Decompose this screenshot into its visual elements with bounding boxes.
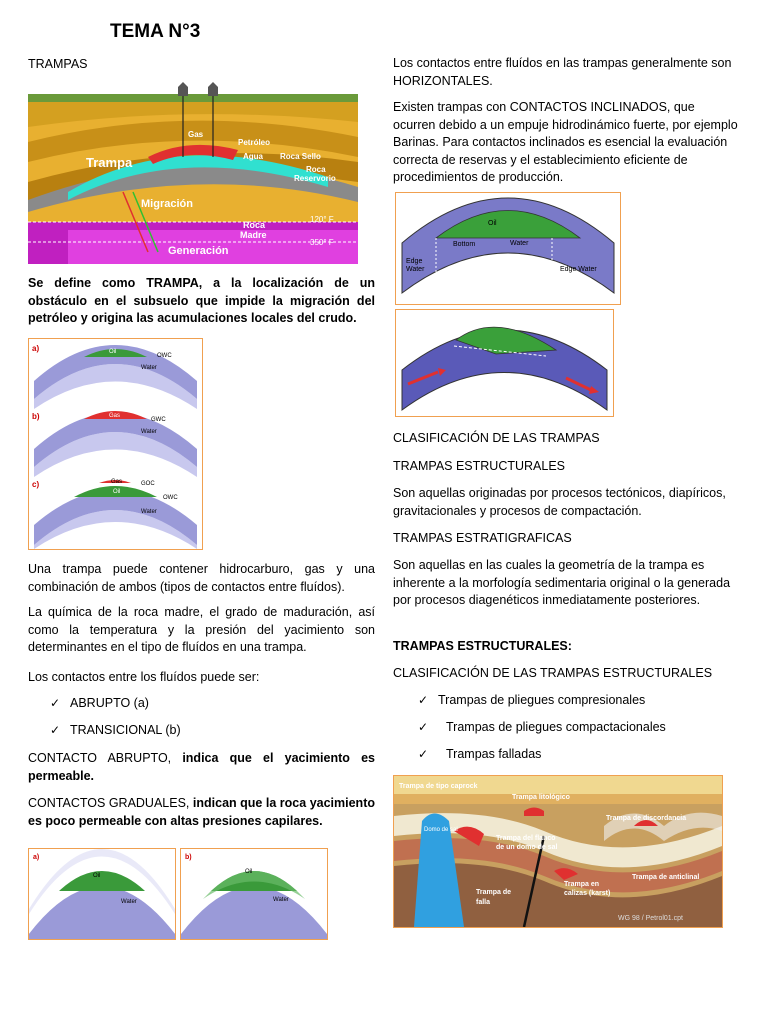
structural-traps-figure <box>393 775 723 928</box>
page-title: TEMA N°3 <box>110 21 201 42</box>
label-calizas-1: Trampa en <box>564 881 600 888</box>
fig4-label-bottom: Bottom <box>453 241 476 248</box>
term-contacto-abrupto: CONTACTO ABRUPTO, <box>28 751 172 765</box>
label-trampa: Trampa <box>86 155 133 170</box>
checkmark-icon: ✓ <box>50 696 61 710</box>
paragraph-estratigraficas: Son aquellas en las cuales la geometría de la trampa es inherente a la morfología sedimentaria original o la generada por procesos diagenéticos inmediatamente posteriores. <box>393 558 731 607</box>
fig4-label-edge-water: Water <box>406 266 425 273</box>
checklist-label: Trampas de pliegues compactacionales <box>446 720 666 734</box>
fig2-label-gas-b: Gas <box>109 413 121 419</box>
label-anticlinal: Trampa de anticlinal <box>632 874 700 881</box>
definition-contactos-graduales: indican que la roca yacimiento es poco permeable con altas presiones capilares. <box>28 796 375 828</box>
paragraph-contactos-graduales <box>28 795 375 830</box>
fig4-label-oil: Oil <box>488 220 497 227</box>
checklist-label: Trampas de pliegues compresionales <box>438 693 646 707</box>
checkmark-icon: ✓ <box>418 720 429 734</box>
horizontal-contact-figure <box>395 192 621 305</box>
fig2-label-oil-c: Oil <box>113 489 121 495</box>
paragraph-contacto-abrupto <box>28 750 375 785</box>
label-discordancia: Trampa de discordancia <box>606 815 687 822</box>
label-litologico: Trampa litológico <box>512 794 570 801</box>
fig2-label-gas-c: Gas <box>111 479 123 485</box>
label-temp-120: 120° F <box>310 215 334 224</box>
fig2-label-c: c) <box>32 480 40 489</box>
fig2-label-owc: OWC <box>157 353 172 359</box>
checklist-item-abrupto <box>50 695 149 713</box>
section-heading-trampas: TRAMPAS <box>28 57 88 71</box>
label-flanco-1: Trampa del flanco <box>496 835 556 842</box>
paragraph-source-rock: La química de la roca madre, el grado de maduración, así como la temperatura y la presión del yacimiento son determinantes en el tipo de fluídos en una trampa. <box>28 605 375 654</box>
fluid-contacts-figure <box>28 338 203 550</box>
fig2-label-goc: GOC <box>141 481 155 487</box>
term-contactos-graduales: CONTACTOS GRADUALES, <box>28 796 190 810</box>
checkmark-icon: ✓ <box>418 693 429 707</box>
paragraph-contacts-types: Los contactos entre los fluídos puede ser: <box>28 670 260 684</box>
checklist-label: Trampas falladas <box>446 747 542 761</box>
fig2-label-a: a) <box>32 344 40 353</box>
label-roca-reservorio-1: Roca <box>306 165 326 174</box>
label-domo-sal: Domo de sal <box>424 827 458 833</box>
label-roca-madre-2: Madre <box>240 230 267 240</box>
paragraph-estructurales: Son aquellas originadas por procesos tectónicos, diapíricos, gravitacionales y procesos de compactación. <box>393 486 726 518</box>
fig3-label-oil-a: Oil <box>93 873 101 879</box>
label-caprock: Trampa de tipo caprock <box>399 783 478 790</box>
label-agua: Agua <box>243 152 263 161</box>
trap-cross-section-figure <box>28 82 358 264</box>
fig3-label-water-b: Water <box>273 897 289 903</box>
label-calizas-2: calizas (karst) <box>564 890 611 897</box>
heading-trampas-estructurales-bold: TRAMPAS ESTRUCTURALES: <box>393 639 572 653</box>
fig2-label-oil-a: Oil <box>109 349 117 355</box>
fig3-label-water-a: Water <box>121 899 137 905</box>
checkmark-icon: ✓ <box>50 723 61 737</box>
fig2-label-water-b: Water <box>141 429 157 435</box>
checklist-item-falladas <box>418 746 541 764</box>
label-petroleo: Petróleo <box>238 138 271 147</box>
fig3-label-oil-b: Oil <box>245 869 253 875</box>
checklist-item-transicional <box>50 722 181 740</box>
label-roca-reservorio-2: Reservorio <box>294 174 336 183</box>
label-migracion: Migración <box>141 198 193 210</box>
fig4-label-edge-water-right: Edge Water <box>560 266 597 273</box>
label-roca-sello: Roca Sello <box>280 152 321 161</box>
label-falla-2: falla <box>476 899 491 906</box>
checklist-label: ABRUPTO (a) <box>70 696 149 710</box>
fig2-label-b: b) <box>32 412 40 421</box>
heading-clasificacion: CLASIFICACIÓN DE LAS TRAMPAS <box>393 431 600 445</box>
label-flanco-2: de un domo de sal <box>496 844 558 851</box>
label-falla-1: Trampa de <box>476 889 512 896</box>
fig3-label-b: b) <box>185 854 192 861</box>
fig3-label-a: a) <box>33 854 40 861</box>
paragraph-trap-contents: Una trampa puede contener hidrocarburo, gas y una combinación de ambos (tipos de contactos entre fluídos). <box>28 562 375 594</box>
paragraph-horizontal-contacts: Los contactos entre fluídos en las trampas generalmente son HORIZONTALES. <box>393 56 732 88</box>
abrupt-contact-figure <box>28 848 176 940</box>
tilted-contact-figure <box>395 309 614 417</box>
fig2-label-gwc: GWC <box>151 417 166 423</box>
checkmark-icon: ✓ <box>418 747 429 761</box>
label-gas: Gas <box>188 130 204 139</box>
label-temp-350: 350° F <box>310 238 334 247</box>
transitional-contact-figure <box>180 848 328 940</box>
checklist-item-compresionales <box>418 692 645 710</box>
heading-clasificacion-estructurales: CLASIFICACIÓN DE LAS TRAMPAS ESTRUCTURALES <box>393 666 713 680</box>
paragraph-inclined-contacts: Existen trampas con CONTACTOS INCLINADOS, que ocurren debido a un empuje hidrodinámico fuerte, por ejemplo Barinas. Para contactos inclinados es esencial la evaluación correcta de reservas y el establecimiento eficiente de procedimientos de producción. <box>393 100 738 184</box>
label-generacion: Generación <box>168 245 229 257</box>
checklist-label: TRANSICIONAL (b) <box>70 723 181 737</box>
label-roca-madre-1: Roca <box>243 220 266 230</box>
definition-paragraph: Se define como TRAMPA, a la localización de un obstáculo en el subsuelo que impide la migración del petróleo y origina las acumulaciones locales del crudo. <box>28 276 375 325</box>
fig4-label-edge: Edge <box>406 258 423 265</box>
fig2-label-water-c: Water <box>141 509 157 515</box>
checklist-item-compactacionales <box>418 719 666 737</box>
fig2-label-water-a: Water <box>141 365 157 371</box>
heading-trampas-estructurales: TRAMPAS ESTRUCTURALES <box>393 459 566 473</box>
figure-credit: WG 98 / Petrol01.cpt <box>618 915 683 922</box>
fig4-label-water: Water <box>510 240 529 247</box>
definition-contacto-abrupto: indica que el yacimiento es permeable. <box>28 751 375 783</box>
fig2-label-owc-c: OWC <box>163 495 178 501</box>
heading-trampas-estratigraficas: TRAMPAS ESTRATIGRAFICAS <box>393 531 572 545</box>
